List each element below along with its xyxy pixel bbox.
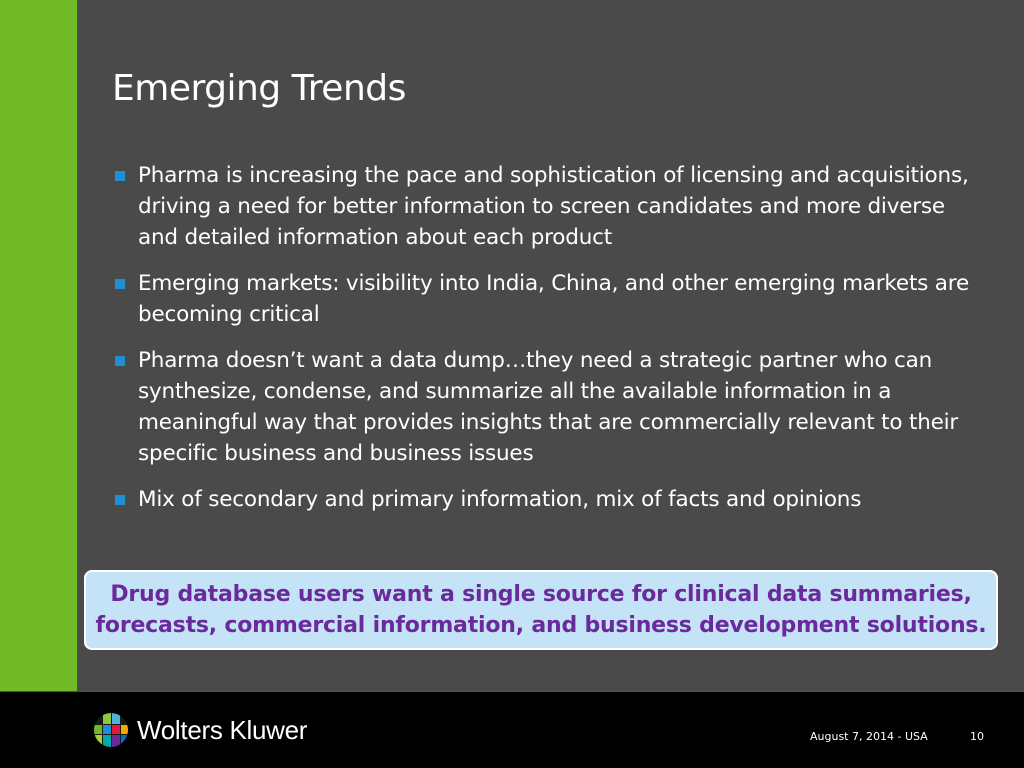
bullet-item	[115, 160, 975, 253]
slide-title: Emerging Trends	[112, 68, 406, 109]
bullet-text: Mix of secondary and primary information, mix of facts and opinions	[138, 487, 862, 512]
bullet-text: Pharma is increasing the pace and sophistication of licensing and acquisitions, driving a need for better information to screen candidates and more diverse and detailed information about each product	[138, 163, 969, 250]
bullet-item	[115, 484, 975, 515]
bullet-text: Emerging markets: visibility into India, China, and other emerging markets are becoming critical	[138, 271, 969, 327]
wolters-kluwer-logo-icon	[93, 712, 129, 748]
bullet-text: Pharma doesn’t want a data dump…they need a strategic partner who can synthesize, condense, and summarize all the available information in a meaningful way that provides insights that are commercially relevant to their specific business and business issues	[138, 348, 959, 466]
page-number: 10	[970, 730, 984, 743]
bullet-item	[115, 345, 975, 469]
footer-date: August 7, 2014 - USA	[810, 730, 928, 743]
footer-bar	[0, 691, 1024, 768]
company-logo	[93, 712, 307, 748]
callout-box	[84, 570, 998, 650]
left-accent-bar	[0, 0, 77, 691]
bullet-square-icon	[115, 171, 125, 181]
logo-wordmark: Wolters Kluwer	[137, 714, 308, 745]
bullet-list	[115, 160, 975, 530]
bullet-square-icon	[115, 356, 125, 366]
callout-text: Drug database users want a single source for clinical data summaries, forecasts, commercial information, and business development solutions.	[95, 582, 987, 638]
bullet-item	[115, 268, 975, 330]
bullet-square-icon	[115, 279, 125, 289]
slide-body	[77, 0, 1024, 691]
bullet-square-icon	[115, 495, 125, 505]
